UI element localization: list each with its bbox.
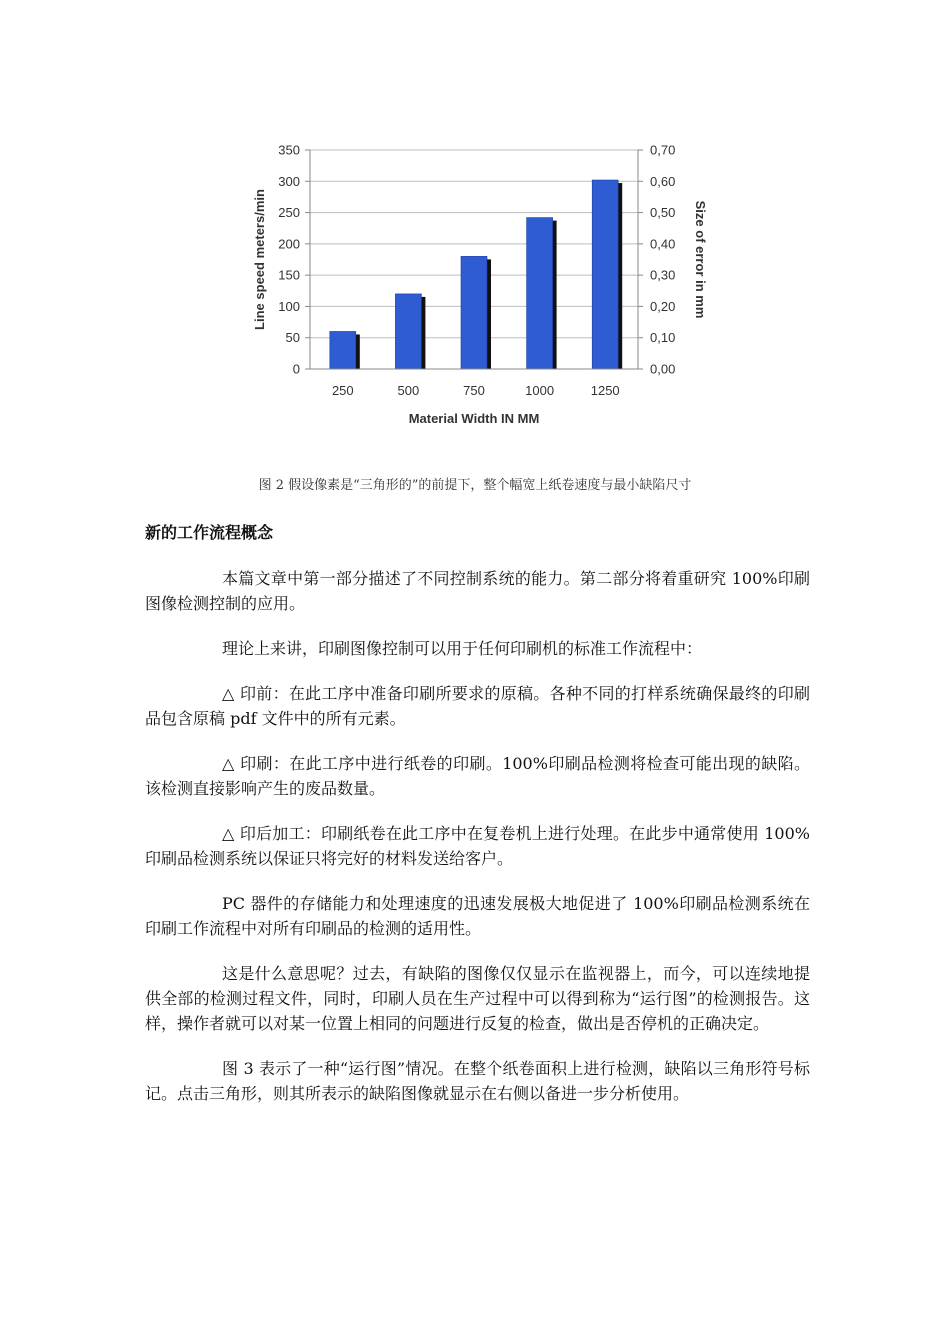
paragraph: △ 印刷：在此工序中进行纸卷的印刷。100%印刷品检测将检查可能出现的缺陷。该检测直接影响产生的废品数量。 [145,754,810,798]
y2-tick-label: 0,40 [650,236,676,252]
y-axis-title: Line speed meters/min [252,189,267,330]
y-tick-label: 200 [278,236,300,252]
chart-bars [330,180,622,369]
y2-tick-label: 0,30 [650,267,676,283]
bar [527,218,553,369]
bar [461,256,487,369]
y2-tick-label: 0,70 [650,142,676,158]
article-body [145,566,810,1126]
paragraph: 理论上来讲，印刷图像控制可以用于任何印刷机的标准工作流程中： [222,639,703,658]
x-tick-label: 250 [331,383,354,398]
paragraph: △ 印前：在此工序中准备印刷所要求的原稿。各种不同的打样系统确保最终的印刷品包含原稿 pdf 文件中的所有元素。 [145,684,810,728]
y2-tick-label: 0,00 [650,361,676,377]
y-tick-label: 300 [278,173,300,189]
bar [395,294,421,369]
y-tick-label: 100 [278,298,300,314]
paragraph: 本篇文章中第一部分描述了不同控制系统的能力。第二部分将着重研究 100%印刷图像检测控制的应用。 [145,569,810,613]
x-axis-title: Material Width IN MM [408,411,540,426]
x-tick-label: 1000 [525,383,555,398]
y-tick-label: 0 [292,361,300,377]
y2-tick-label: 0,20 [650,298,676,314]
y-tick-label: 350 [278,142,300,158]
bar-chart [240,130,720,440]
x-tick-label: 750 [463,383,485,398]
y-tick-label: 250 [278,205,300,221]
paragraph: PC 器件的存储能力和处理速度的迅速发展极大地促进了 100%印刷品检测系统在印刷工作流程中对所有印刷品的检测的适用性。 [145,894,810,938]
section-heading: 新的工作流程概念 [145,523,274,542]
chart-svg [240,130,720,440]
x-tick-label: 500 [397,383,420,398]
paragraph: 这是什么意思呢？过去，有缺陷的图像仅仅显示在监视器上，而今，可以连续地提供全部的检测过程文件，同时，印刷人员在生产过程中可以得到称为“运行图”的检测报告。这样，操作者就可以对某一位置上相同的问题进行反复的检查，做出是否停机的正确决定。 [145,964,810,1033]
bar [330,331,356,369]
paragraph: △ 印后加工：印刷纸卷在此工序中在复卷机上进行处理。在此步中通常使用 100%印刷品检测系统以保证只将完好的材料发送给客户。 [145,824,810,868]
figure-caption: 图 2 假设像素是“三角形的”的前提下，整个幅宽上纸卷速度与最小缺陷尺寸 [258,478,692,493]
y2-tick-label: 0,50 [650,205,676,221]
y2-axis-title: Size of error in mm [693,200,708,319]
bar [592,180,618,369]
paragraph: 图 3 表示了一种“运行图”情况。在整个纸卷面积上进行检测，缺陷以三角形符号标记。点击三角形，则其所表示的缺陷图像就显示在右侧以备进一步分析使用。 [145,1059,810,1103]
y-tick-label: 150 [278,267,300,283]
y2-tick-label: 0,10 [650,330,676,346]
y2-tick-label: 0,60 [650,173,676,189]
y-tick-label: 50 [285,330,300,346]
x-tick-label: 1250 [590,383,620,398]
